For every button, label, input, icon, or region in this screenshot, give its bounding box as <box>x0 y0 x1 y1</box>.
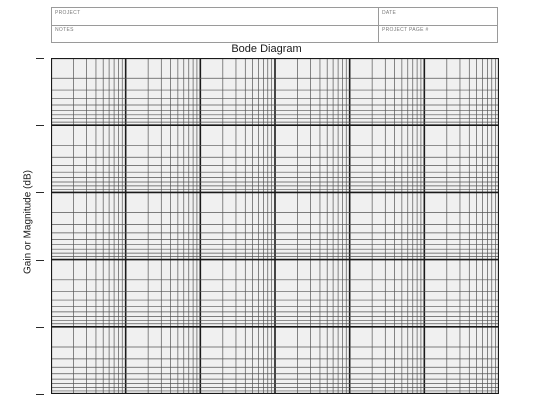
y-axis-tick <box>36 394 44 395</box>
y-axis-tick <box>36 327 44 328</box>
title-block <box>51 7 498 43</box>
y-axis-tick <box>36 260 44 261</box>
chart-title: Bode Diagram <box>231 43 302 55</box>
y-axis-ticks <box>36 56 48 396</box>
project-page-field-label: PROJECT PAGE # <box>382 27 429 33</box>
title-block-row-notes <box>52 25 497 42</box>
title-block-divider <box>378 8 379 42</box>
semilog-grid-plot <box>51 58 499 394</box>
y-axis-label: Gain or Magnitude (dB) <box>22 170 34 274</box>
date-field-label: DATE <box>382 10 397 16</box>
title-block-row-project <box>52 8 497 26</box>
notes-field-label: NOTES <box>55 27 74 33</box>
y-axis-tick <box>36 125 44 126</box>
y-axis-tick <box>36 58 44 59</box>
project-field-label: PROJECT <box>55 10 81 16</box>
y-axis-tick <box>36 192 44 193</box>
log-grid-svg <box>51 58 499 394</box>
